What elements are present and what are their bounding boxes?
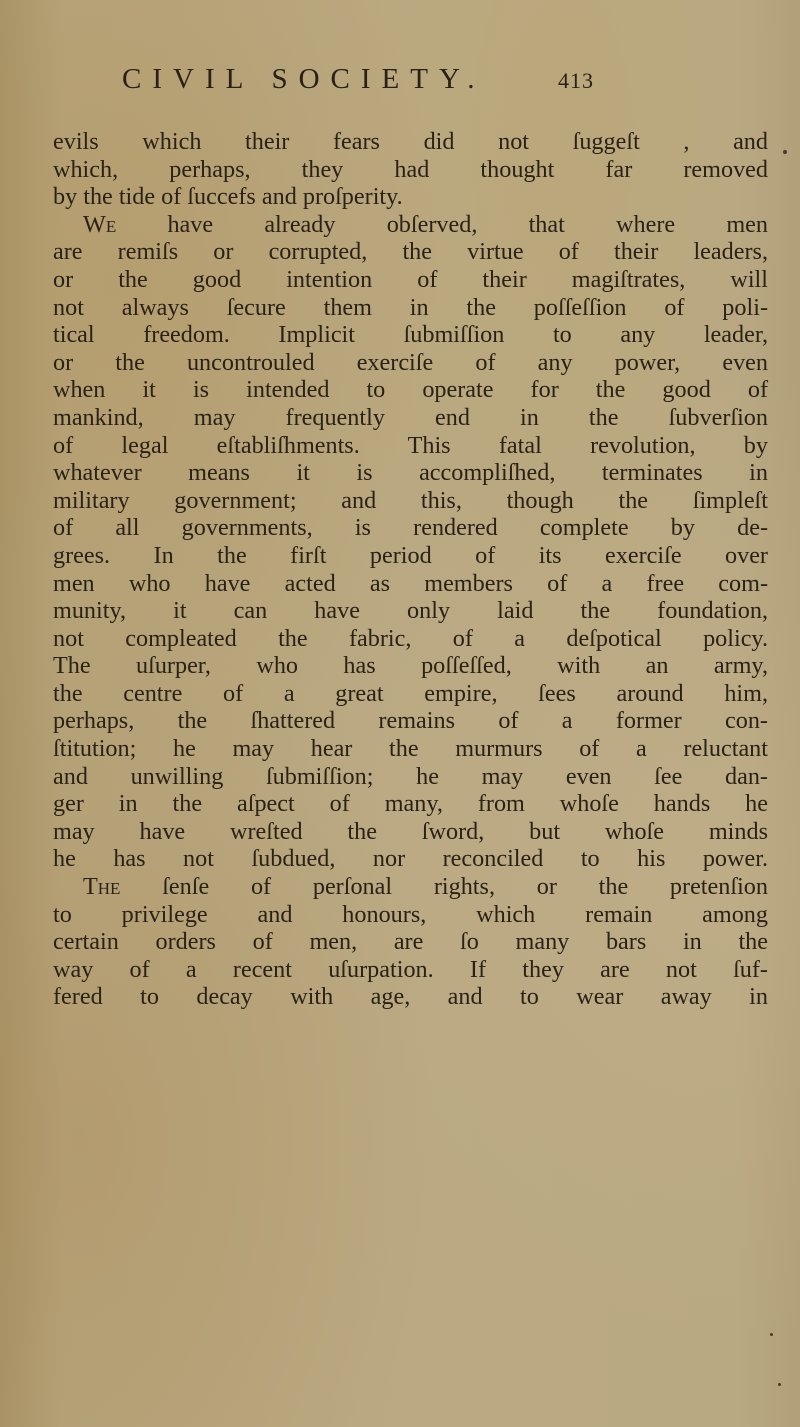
paragraph-start-line: We have already obſerved, that where men xyxy=(83,210,768,238)
text-line: ger in the aſpect of many, from whoſe hands he xyxy=(53,790,768,818)
text-line: when it is intended to operate for the good of xyxy=(53,376,768,404)
text-line: ſtitution; he may hear the murmurs of a reluctant xyxy=(53,735,768,763)
text-line: The uſurper, who has poſſeſſed, with an army, xyxy=(53,652,768,680)
text-line: grees. In the firſt period of its exerciſe over xyxy=(53,541,768,569)
text-line: evils which their fears did not ſuggeſt , and xyxy=(53,128,768,155)
paper-speck xyxy=(778,1383,781,1386)
running-head-title: CIVIL SOCIETY. xyxy=(122,63,486,95)
text-line: whatever means it is accompliſhed, terminates in xyxy=(53,459,768,487)
text-line: to privilege and honours, which remain among xyxy=(53,900,768,928)
text-line: are remiſs or corrupted, the virtue of their leaders, xyxy=(53,238,768,266)
text-line: or the good intention of their magiſtrates, will xyxy=(53,265,768,293)
text-line: and unwilling ſubmiſſion; he may even ſee dan- xyxy=(53,762,768,790)
text-line: of all governments, is rendered complete by de- xyxy=(53,514,768,542)
paper-speck xyxy=(770,1333,773,1336)
text-line: by the tide of ſuccefs and proſperity. xyxy=(53,183,403,211)
text-line: the centre of a great empire, ſees around him, xyxy=(53,679,768,707)
text-line: men who have acted as members of a free com- xyxy=(53,569,768,597)
text-line: munity, it can have only laid the foundation, xyxy=(53,597,768,625)
paragraph-start-line: The ſenſe of perſonal rights, or the pretenſion xyxy=(83,873,768,901)
text-line: way of a recent uſurpation. If they are not ſuf- xyxy=(53,955,768,983)
text-line: certain orders of men, are ſo many bars in the xyxy=(53,928,768,956)
text-line: fered to decay with age, and to wear away in xyxy=(53,983,768,1011)
page-number: 413 xyxy=(558,68,594,93)
paper-speck xyxy=(783,150,787,154)
text-line: not compleated the fabric, of a deſpotical policy. xyxy=(53,624,768,652)
text-line: tical freedom. Implicit ſubmiſſion to any leader, xyxy=(53,321,768,349)
text-line: which, perhaps, they had thought far removed xyxy=(53,155,768,183)
text-line: he has not ſubdued, nor reconciled to his power. xyxy=(53,845,768,873)
text-line: may have wreſted the ſword, but whoſe minds xyxy=(53,817,768,845)
running-head xyxy=(122,63,662,103)
text-line: of legal eſtabliſhments. This fatal revolution, by xyxy=(53,431,768,459)
text-line: not always ſecure them in the poſſeſſion of poli- xyxy=(53,293,768,321)
text-line: perhaps, the ſhattered remains of a former con- xyxy=(53,707,768,735)
text-line: military government; and this, though the ſimpleſt xyxy=(53,486,768,514)
body-text xyxy=(53,128,768,1011)
text-line: mankind, may frequently end in the ſubverſion xyxy=(53,403,768,431)
text-line: or the uncontrouled exerciſe of any power, even xyxy=(53,348,768,376)
